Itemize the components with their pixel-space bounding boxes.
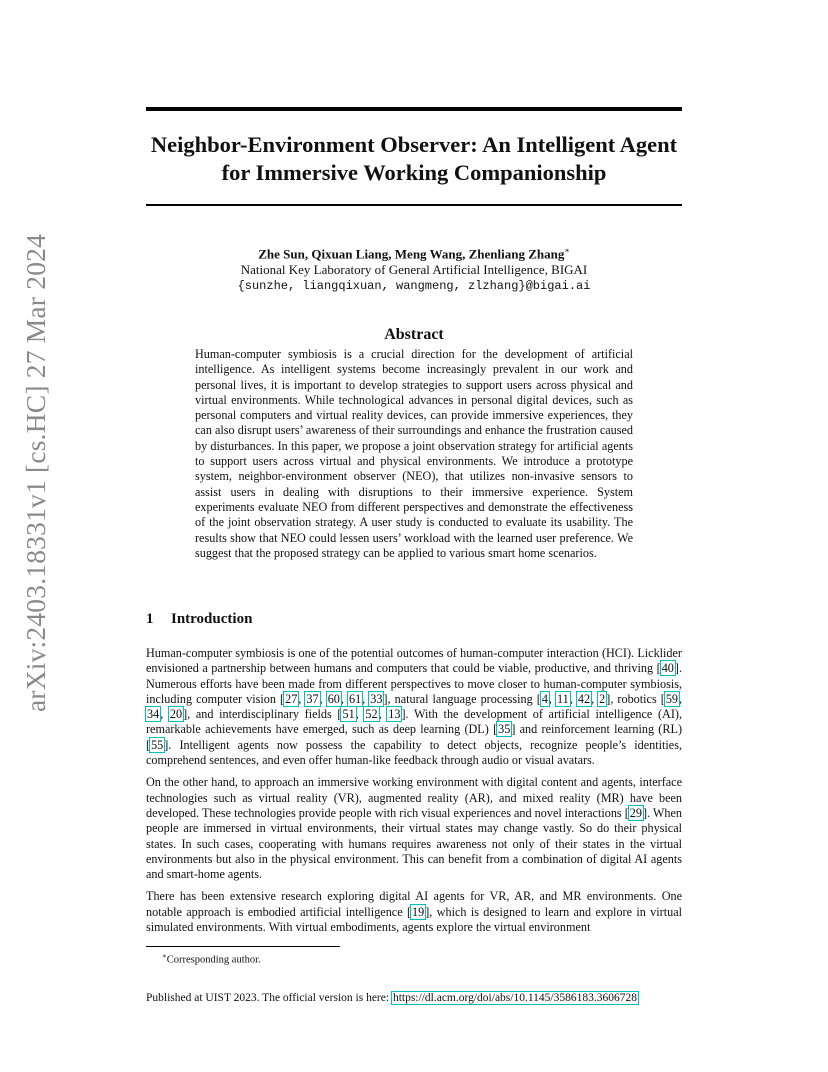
citation-link[interactable]: 51 [342,707,355,722]
citation-link[interactable]: 37 [306,691,319,706]
citation-link[interactable]: 52 [365,707,378,722]
citation-link[interactable]: 33 [370,691,383,706]
text-run: ]. Numerous efforts have been made from different perspectives to move closer to human-computer symbiosis, including computer vision [ [146,661,682,706]
intro-paragraph-3 [146,889,682,935]
citation-link[interactable]: 13 [388,707,401,722]
text-run: Human-computer symbiosis is one of the potential outcomes of human-computer interaction (HCI). Licklider envisioned a partnership between humans and computers that could be viable, productive, and thriving [ [146,646,682,676]
text-run: On the other hand, to approach an immersive working environment with digital content and agents, interface technologies such as virtual reality (VR), augmented reality (AR), and mixed reality (MR) have been developed. These technologies provide people with rich visual experiences and novel interactions [ [146,775,682,820]
citation-link[interactable]: 4 [541,691,548,706]
arxiv-identifier: arXiv:2403.18331v1 [cs.HC] 27 Mar 2024 [20,233,52,713]
text-run: ]. Intelligent agents now possess the capability to detect objects, recognize people’s identities, comprehend sentences, and even offer human-like feedback through audio or visual avatars. [146,737,682,768]
footnote [162,950,261,967]
footnote-mark: ∗ [162,952,167,960]
title-rule-top [146,107,682,111]
footnote-text: Corresponding author. [166,954,261,966]
citation-link[interactable]: 2 [599,691,606,706]
author-names-text: Zhe Sun, Qixuan Liang, Meng Wang, Zhenliang Zhang [258,246,565,262]
author-names [146,242,682,262]
author-emails: {sunzhe, liangqixuan, wangmeng, zlzhang}@bigai.ai [237,279,591,294]
abstract-heading: Abstract [384,326,444,343]
arxiv-identifier-stamp [14,233,58,713]
citation-link[interactable]: 35 [498,722,511,737]
citation-link[interactable]: 34 [147,707,160,722]
citation-link[interactable]: 29 [629,805,642,820]
footnote-rule [146,946,340,947]
abstract-body: Human-computer symbiosis is a crucial direction for the development of artificial intelligence. As intelligent systems become increasingly prevalent in our work and personal lives, it is important to develop strategies to support users across physical and virtual environments. While technological advances in personal digital devices, such as personal computers and virtual reality devices, can provide immersive experiences, they can also disrupt users’ awareness of their surroundings and enhance the frustration caused by disturbances. In this paper, we propose a joint observation strategy for artificial agents to support users across virtual and physical environments. We introduce a prototype system, neighbor-environment observer (NEO), that utilizes non-invasive sensors to assist users in dealing with disruptions to their immersive experience. System experiments evaluate NEO from different perspectives and demonstrate the effectiveness of the joint observation strategy. A user study is conducted to evaluate its usability. The results show that NEO could lessen users’ workload with the learned user preference. We suggest that the proposed strategy can be applied to various smart home scenarios. [195,347,633,560]
text-run: ], and interdisciplinary fields [ [183,707,342,722]
text-run: ]. With the development of artificial intelligence (AI), remarkable achievements have emerged, such as deep learning (DL) [ [146,707,683,737]
paper-title: Neighbor-Environment Observer: An Intelligent Agent for Immersive Working Companionship [150,132,678,185]
section-number: 1 [146,611,154,627]
citation-link[interactable]: 20 [169,707,183,722]
citation-link[interactable]: 55 [151,737,164,752]
intro-paragraph-2 [146,775,682,882]
author-block [146,242,682,294]
citation-link[interactable]: 19 [412,904,425,919]
citation-link[interactable]: 60 [327,691,340,706]
introduction-body [146,646,682,942]
title-rule-bottom [146,204,682,206]
text-run: ]. When people are immersed in virtual environments, their virtual states may change vastly. So do their physical states. In such cases, cooperating with humans requires awareness not only of their states in the virtual environments but also in the physical environment. This can benefit from a combination of digital AI agents and smart-home agents. [146,805,682,882]
citation-link[interactable]: 61 [348,691,362,706]
text-run: ], robotics [ [606,691,665,706]
publication-note [146,991,638,1005]
section-title: Introduction [171,611,253,627]
text-run: ] and reinforcement learning (RL) [ [146,722,682,752]
corresponding-mark: ∗ [564,246,570,255]
citation-link[interactable]: 27 [285,691,298,706]
citation-link[interactable]: 59 [665,691,678,706]
publication-note-text: Published at UIST 2023. The official version is here: [146,992,392,1004]
section-heading-introduction [146,611,252,628]
citation-link[interactable]: 40 [661,661,674,676]
text-run: There has been extensive research exploring digital AI agents for VR, AR, and MR environments. One notable approach is embodied artificial intelligence [ [146,889,682,919]
author-affiliation: National Key Laboratory of General Artificial Intelligence, BIGAI [240,262,588,278]
text-run: ], which is designed to learn and explore in virtual simulated environments. With virtual embodiments, agents explore the virtual environment [146,904,683,935]
citation-link[interactable]: 11 [557,691,569,706]
doi-link[interactable]: https://dl.acm.org/doi/abs/10.1145/3586183.3606728 [392,992,637,1004]
intro-paragraph-1: Human-computer symbiosis is one of the potential outcomes of human-computer interaction (HCI). Licklider envisioned a partnership between humans and computers that could be viable, productive, and thriving [40]. Numerous efforts have been made from different perspectives to move closer to human-computer symbiosis, including computer vision [27, 37, 60, 61, 33], natural language processing [4, 11, 42, 2], robotics [59, 34, 20], and interdisciplinary fields [51, 52, 13]. With the development of artificial intelligence (AI), remarkable achievements have emerged, such as deep learning (DL) [35] and reinforcement learning (RL) [55]. Intelligent agents now possess the capability to detect objects, recognize people’s identities, comprehend sentences, and even offer human-like feedback through audio or visual avatars. [146,646,683,768]
citation-link[interactable]: 42 [577,691,591,706]
text-run: ], natural language processing [ [383,691,541,706]
